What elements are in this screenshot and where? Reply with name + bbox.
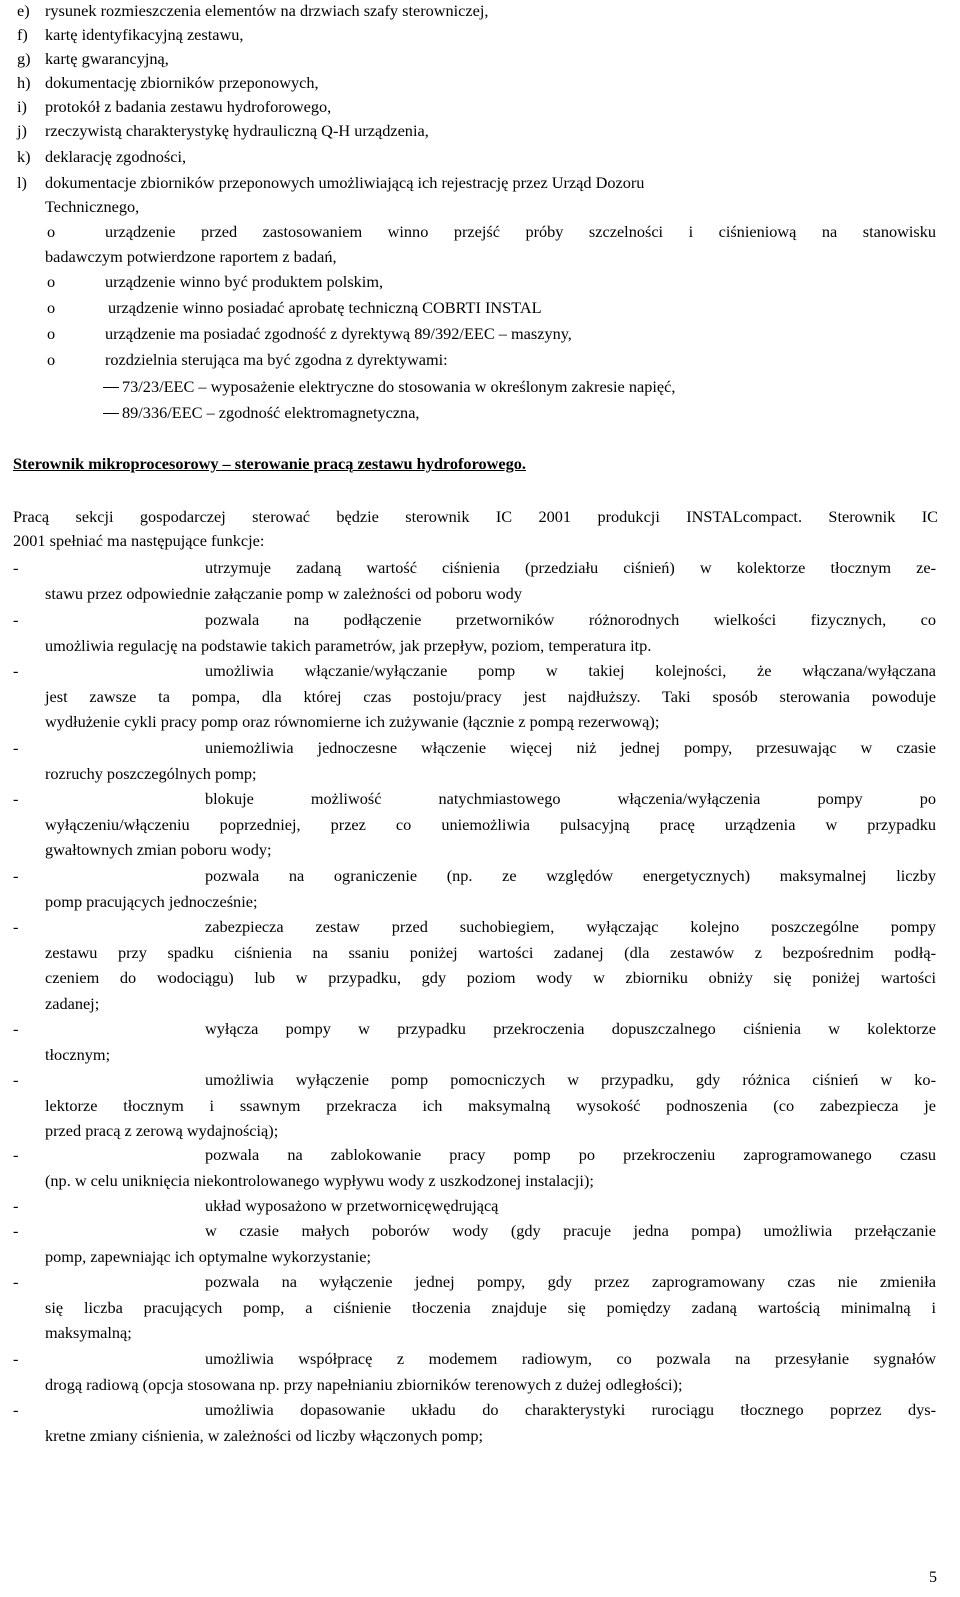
list-item: dokumentacje zbiorników przeponowych umożliwiającą ich rejestrację przez Urząd Dozoru <box>45 173 645 192</box>
directive-item: 89/336/EEC – zgodność elektromagnetyczna, <box>122 403 420 422</box>
dash-marker: - <box>13 1221 19 1240</box>
dash-marker: - <box>13 1019 19 1038</box>
list-marker: h) <box>17 73 31 92</box>
bullet-item: urządzenie winno posiadać aprobatę techniczną COBRTI INSTAL <box>108 298 542 317</box>
function-item: blokuje możliwość natychmiastowego włączenia/wyłączenia pompy po <box>205 789 936 808</box>
list-marker: e) <box>17 1 30 20</box>
function-item-continuation: maksymalną; <box>45 1323 132 1342</box>
bullet-marker: o <box>47 350 56 369</box>
bullet-marker: o <box>47 298 56 317</box>
list-item: protokół z badania zestawu hydroforowego, <box>45 97 332 116</box>
function-item: umożliwia włączanie/wyłączanie pomp w takiej kolejności, że włączana/wyłączana <box>205 661 936 680</box>
function-item: zabezpiecza zestaw przed suchobiegiem, wyłączając kolejno poszczególne pompy <box>205 917 936 936</box>
function-item-continuation: gwałtownych zmian poboru wody; <box>45 840 272 859</box>
function-item: uniemożliwia jednoczesne włączenie więcej niż jednej pompy, przesuwając w czasie <box>205 738 936 757</box>
dash-marker: - <box>13 661 19 680</box>
intro-paragraph-line: Pracą sekcji gospodarczej sterować będzie sterownik IC 2001 produkcji INSTALcompact. Sterownik IC <box>13 507 938 526</box>
dash-marker: - <box>13 1145 19 1164</box>
bullet-marker: o <box>47 324 56 343</box>
dash-marker: - <box>13 1349 19 1368</box>
list-marker: j) <box>17 121 27 140</box>
function-item: pozwala na podłączenie przetworników różnorodnych wielkości fizycznych, co <box>205 610 936 629</box>
dash-marker <box>103 387 119 388</box>
dash-marker: - <box>13 917 19 936</box>
dash-marker: - <box>13 866 19 885</box>
function-item-continuation: umożliwia regulację na podstawie takich parametrów, jak przepływ, poziom, temperatura itp. <box>45 635 652 655</box>
function-item-continuation: przed pracą z zerową wydajnością); <box>45 1121 279 1140</box>
function-item-continuation: pomp, zapewniając ich optymalne wykorzystanie; <box>45 1246 371 1266</box>
bullet-item: urządzenie ma posiadać zgodność z dyrektywą 89/392/EEC – maszyny, <box>105 324 572 343</box>
bullet-marker: o <box>47 272 56 291</box>
bullet-item: urządzenie przed zastosowaniem winno przejść próby szczelności i ciśnieniową na stanowisku <box>105 222 936 241</box>
list-item: dokumentację zbiorników przeponowych, <box>45 73 319 92</box>
function-item-continuation: lektorze tłocznym i ssawnym przekracza ich maksymalną wysokość podnoszenia (co zabezpiecza je <box>45 1095 936 1115</box>
dash-marker: - <box>13 738 19 757</box>
function-item-continuation: zestawu przy spadku ciśnienia na ssaniu poniżej wartości zadanej (dla zestawów z bezpośrednim podłą- <box>45 942 936 962</box>
bullet-marker: o <box>47 222 56 241</box>
dash-marker: - <box>13 610 19 629</box>
dash-marker: - <box>13 1070 19 1089</box>
function-item: wyłącza pompy w przypadku przekroczenia dopuszczalnego ciśnienia w kolektorze <box>205 1019 936 1038</box>
bullet-item: urządzenie winno być produktem polskim, <box>105 272 384 291</box>
intro-paragraph-line: 2001 spełniać ma następujące funkcje: <box>13 531 265 550</box>
list-item: kartę identyfikacyjną zestawu, <box>45 25 244 44</box>
function-item-continuation: kretne zmiany ciśnienia, w zależności od liczby włączonych pomp; <box>45 1425 484 1445</box>
list-marker: g) <box>17 49 31 68</box>
function-item: umożliwia wyłączenie pomp pomocniczych w przypadku, gdy różnica ciśnień w ko- <box>205 1070 936 1089</box>
bullet-item: rozdzielnia sterująca ma być zgodna z dyrektywami: <box>105 350 448 369</box>
page-number: 5 <box>929 1569 937 1586</box>
section-heading: Sterownik mikroprocesorowy – sterowanie pracą zestawu hydroforowego. <box>13 454 526 473</box>
dash-marker: - <box>13 558 19 577</box>
list-marker: k) <box>17 147 31 166</box>
function-item-continuation: jest zawsze ta pompa, dla której czas postoju/pracy jest najdłuższy. Taki sposób sterowania powoduje <box>45 686 936 706</box>
function-item-continuation: wydłużenie cykli pracy pomp oraz równomierne ich zużywanie (łącznie z pompą rezerwową); <box>45 712 660 731</box>
dash-marker <box>103 413 119 414</box>
function-item: pozwala na wyłączenie jednej pompy, gdy przez zaprogramowany czas nie zmieniła <box>205 1272 936 1291</box>
list-item: rzeczywistą charakterystykę hydrauliczną Q-H urządzenia, <box>45 121 429 140</box>
function-item-continuation: tłocznym; <box>45 1044 111 1064</box>
function-item: umożliwia dopasowanie układu do charakterystyki rurociągu tłocznego poprzez dys- <box>205 1400 936 1419</box>
list-marker: i) <box>17 97 27 116</box>
list-item: deklarację zgodności, <box>45 147 187 166</box>
list-item: kartę gwarancyjną, <box>45 49 169 68</box>
function-item-continuation: zadanej; <box>45 993 100 1013</box>
dash-marker: - <box>13 1196 19 1215</box>
list-item: rysunek rozmieszczenia elementów na drzwiach szafy sterowniczej, <box>45 1 489 20</box>
list-item-continuation: Technicznego, <box>45 197 140 216</box>
dash-marker: - <box>13 789 19 808</box>
function-item-continuation: się liczba pracujących pomp, a ciśnienie tłoczenia znajduje się pomiędzy zadaną wartością minimalną i <box>45 1297 936 1317</box>
function-item-continuation: (np. w celu uniknięcia niekontrolowanego wypływu wody z uszkodzonej instalacji); <box>45 1170 594 1190</box>
dash-marker: - <box>13 1272 19 1291</box>
function-item: umożliwia współpracę z modemem radiowym, co pozwala na przesyłanie sygnałów <box>205 1349 936 1368</box>
function-item-continuation: stawu przez odpowiednie załączanie pomp w zależności od poboru wody <box>45 583 522 603</box>
function-item-continuation: rozruchy poszczególnych pomp; <box>45 763 257 783</box>
list-marker: f) <box>17 25 28 44</box>
function-item: pozwala na zablokowanie pracy pomp po przekroczeniu zaprogramowanego czasu <box>205 1145 936 1164</box>
function-item: pozwala na ograniczenie (np. ze względów energetycznych) maksymalnej liczby <box>205 866 936 885</box>
dash-marker: - <box>13 1400 19 1419</box>
function-item: układ wyposażono w przetwornicęwędrującą <box>205 1196 499 1215</box>
list-marker: l) <box>17 173 27 192</box>
function-item: utrzymuje zadaną wartość ciśnienia (przedziału ciśnień) w kolektorze tłocznym ze- <box>205 558 936 577</box>
bullet-item-continuation: badawczym potwierdzone raportem z badań, <box>45 247 337 266</box>
directive-item: 73/23/EEC – wyposażenie elektryczne do stosowania w określonym zakresie napięć, <box>122 377 676 396</box>
function-item-continuation: drogą radiową (opcja stosowana np. przy napełnianiu zbiorników terenowych z dużej odległości); <box>45 1374 683 1394</box>
function-item-continuation: wyłączeniu/włączeniu poprzedniej, przez co uniemożliwia pulsacyjną pracę urządzenia w przypadku <box>45 814 936 834</box>
function-item: w czasie małych poborów wody (gdy pracuje jedna pompa) umożliwia przełączanie <box>205 1221 936 1240</box>
function-item-continuation: pomp pracujących jednocześnie; <box>45 891 258 911</box>
function-item-continuation: czeniem do wodociągu) lub w przypadku, gdy poziom wody w zbiorniku obniży się poniżej wartości <box>45 968 936 987</box>
